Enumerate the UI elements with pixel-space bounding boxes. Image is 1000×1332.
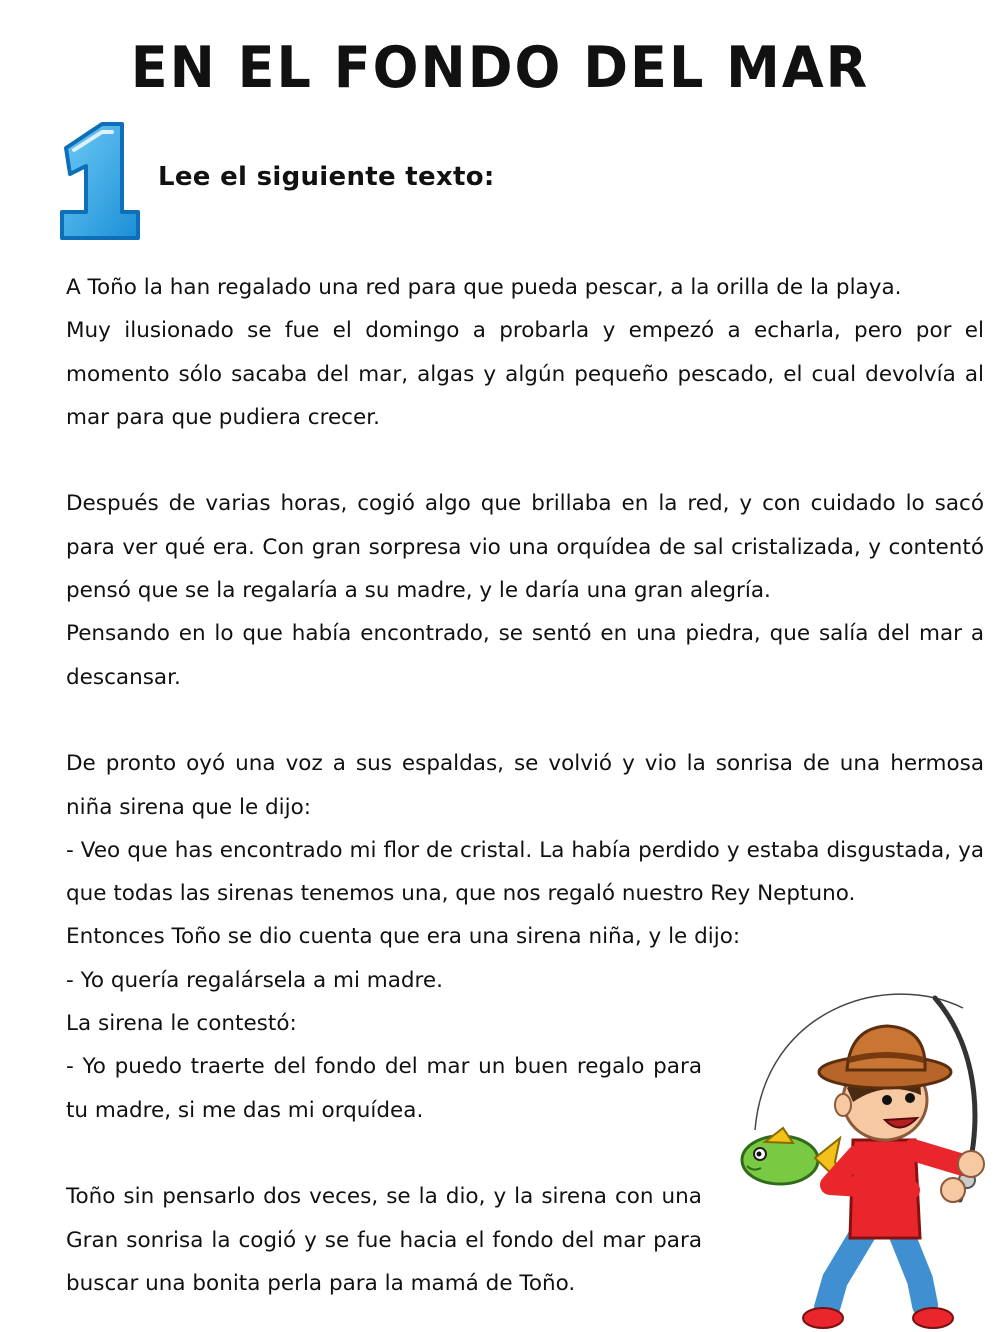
story-paragraph: Toño sin pensarlo dos veces, se la dio, y la sirena con una Gran sonrisa la cogió y se fue hacia el fondo del mar para buscar una bonita perla para la mamá de Toño.	[66, 1184, 702, 1296]
story-paragraph: Pensando en lo que había encontrado, se sentó en una piedra, que salía del mar a descansar.	[66, 621, 984, 690]
fishing-boy-illustration	[735, 980, 1000, 1332]
number-one-icon	[52, 118, 144, 244]
story-paragraph: Muy ilusionado se fue el domingo a probarla y empezó a echarla, pero por el momento sólo sacaba del mar, algas y algún pequeño pescado, el cual devolvía al mar para que pudiera crecer.	[66, 318, 984, 430]
instruction-heading: Lee el siguiente texto:	[158, 162, 495, 192]
story-paragraph: - Yo puedo traerte del fondo del mar un buen regalo para tu madre, si me das mi orquídea.	[66, 1054, 702, 1123]
story-paragraph: - Veo que has encontrado mi flor de cristal. La había perdido y estaba disgustada, ya que todas las sirenas tenemos una, que nos regaló nuestro Rey Neptuno.	[66, 837, 984, 907]
story-paragraph: Después de varias horas, cogió algo que brillaba en la red, y con cuidado lo sacó para ver qué era. Con gran sorpresa vio una orquídea de sal cristalizada, y contentó pensó que se la regalaría a su madre, y le daría una gran alegría.	[66, 491, 984, 604]
story-paragraph: De pronto oyó una voz a sus espaldas, se volvió y vio la sonrisa de una hermosa niña sirena que le dijo:	[66, 751, 984, 820]
story-paragraph: La sirena le contestó:	[66, 1011, 297, 1037]
story-paragraph: Entonces Toño se dio cuenta que era una sirena niña, y le dijo:	[66, 924, 741, 950]
story-paragraph: - Yo quería regalársela a mi madre.	[66, 967, 443, 993]
page-title: EN EL FONDO DEL MAR	[130, 34, 870, 101]
story-paragraph: A Toño la han regalado una red para que pueda pescar, a la orilla de la playa.	[66, 275, 902, 300]
